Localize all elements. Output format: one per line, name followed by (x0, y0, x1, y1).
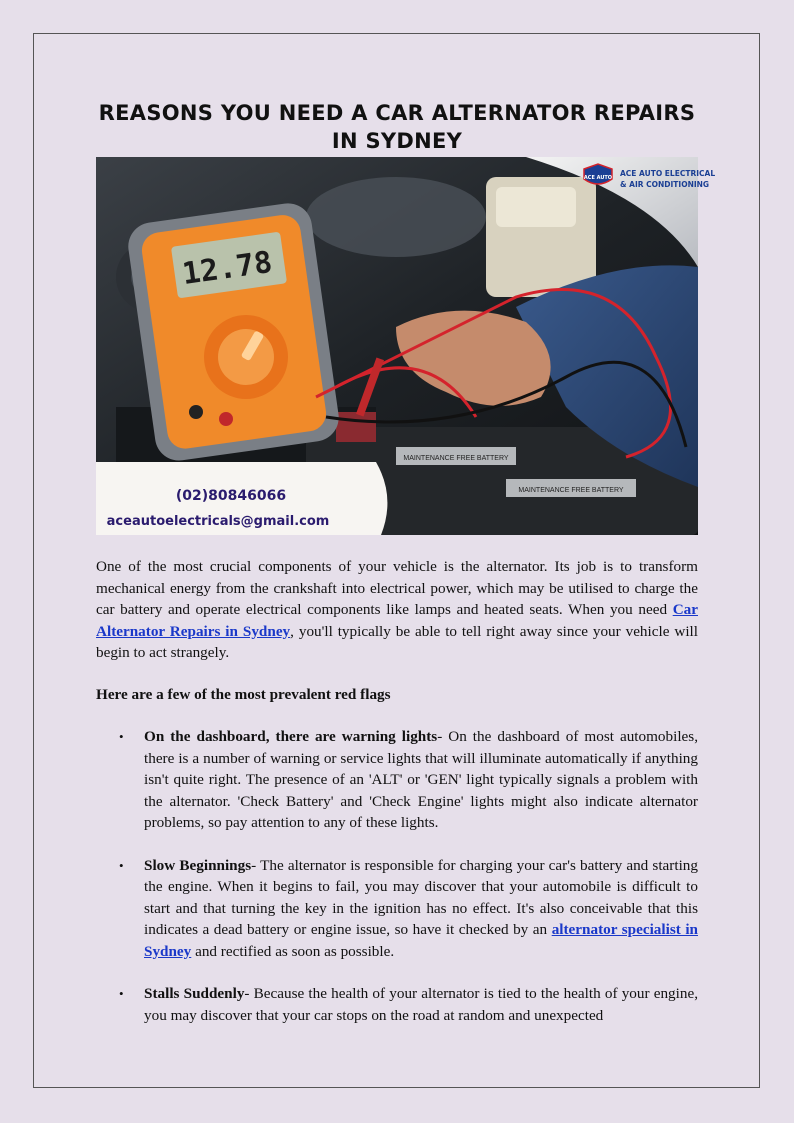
multimeter (125, 200, 342, 463)
svg-text:& AIR CONDITIONING: & AIR CONDITIONING (620, 180, 710, 189)
contact-email: aceautoelectricals@gmail.com (106, 514, 330, 529)
svg-text:ACE AUTO ELECTRICAL: ACE AUTO ELECTRICAL (620, 169, 716, 178)
list-item: • Slow Beginnings- The alternator is responsible for charging your car's battery and starting the engine. When it begins to fail, you may discover that your automobile is difficult to start and that turning the key in the ignition has no effect. It's also conceivable that this indicates a dead battery or engine issue, so have it checked by an alternator specialist in Sydney and rectified as soon as possible. (119, 856, 698, 960)
contact-phone: (02)80846066 (175, 488, 287, 504)
intro-paragraph: One of the most crucial components of your vehicle is the alternator. Its job is to transform mechanical energy from the crankshaft into electrical power, which may be utilised to charge the car battery and operate electrical components like lamps and heated seats. When you need Car Alternator Repairs in Sydney, you'll typically be able to tell right away since your vehicle will begin to act strangely. (96, 558, 698, 661)
alternator-specialist-link[interactable]: alternator specialist in Sydney (144, 921, 698, 960)
multimeter-reading: 12.78 (180, 244, 275, 293)
svg-text:MAINTENANCE FREE BATTERY: MAINTENANCE FREE BATTERY (403, 455, 509, 462)
red-flags-list (96, 726, 698, 1026)
bullet-icon: • (119, 857, 124, 873)
bullet-icon: • (119, 729, 124, 744)
article-body (96, 556, 698, 1047)
list-item: • Stalls Suddenly- Because the health of your alternator is tied to the health of your engine, you may discover that your car stops on the road at random and unexpected (119, 985, 698, 1024)
page-title: REASONS YOU NEED A CAR ALTERNATOR REPAIRS IN SYDNEY (98, 101, 696, 153)
car-alternator-repairs-link[interactable]: Car Alternator Repairs in Sydney (96, 601, 698, 640)
bullet-icon: • (119, 986, 124, 1001)
flags-heading: Here are a few of the most prevalent red flags (96, 685, 391, 703)
svg-text:MAINTENANCE FREE BATTERY: MAINTENANCE FREE BATTERY (518, 487, 624, 494)
svg-text:ACE AUTO: ACE AUTO (583, 175, 613, 181)
hero-image (96, 157, 716, 535)
list-item: • On the dashboard, there are warning lights- On the dashboard of most automobiles, there is a number of warning or service lights that will illuminate automatically if anything isn't quite right. The presence of an 'ALT' or 'GEN' light typically signals a problem with the alternator. 'Check Battery' and 'Check Engine' lights might also indicate alternator problems, so pay attention to any of these lights. (119, 728, 698, 831)
